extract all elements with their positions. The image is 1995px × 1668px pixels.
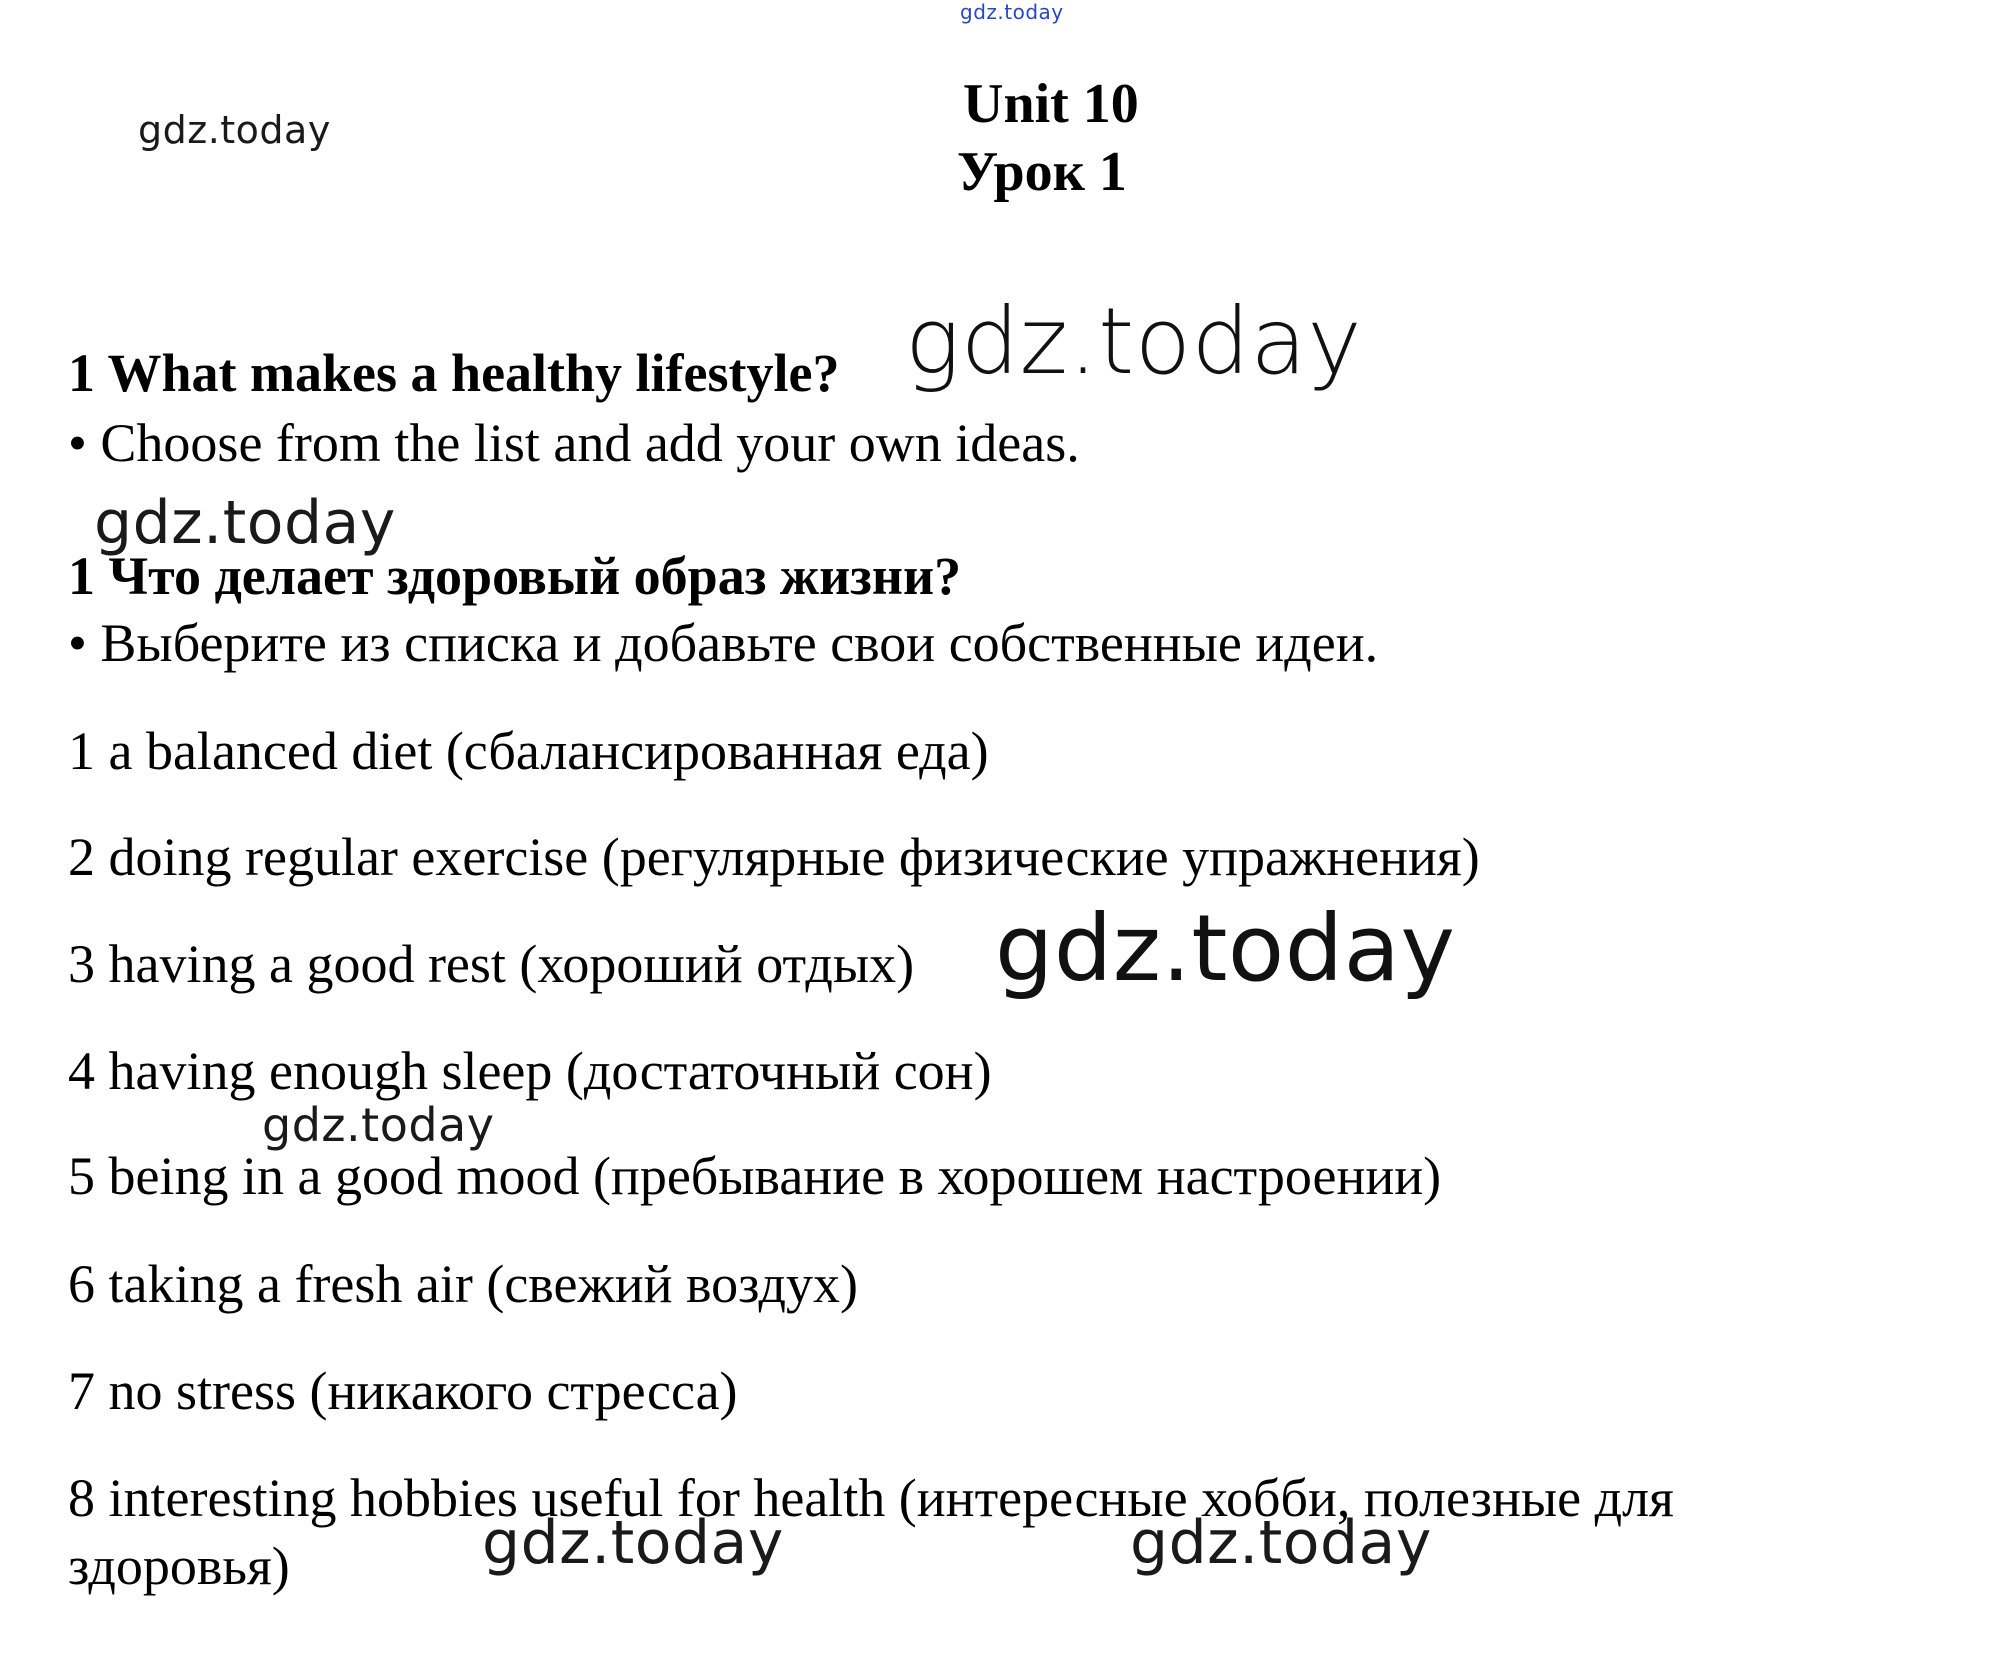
list-item: 8 interesting hobbies useful for health (интересные хобби, полезные для <box>68 1468 1674 1528</box>
list-item: 6 taking a fresh air (свежий воздух) <box>68 1254 858 1314</box>
watermark: gdz.today <box>482 1508 784 1578</box>
list-item-continuation: здоровья) <box>68 1536 290 1596</box>
list-item: 5 being in a good mood (пребывание в хорошем настроении) <box>68 1146 1442 1206</box>
task-title-ru: 1 Что делает здоровый образ жизни? <box>68 546 962 606</box>
watermark: gdz.today <box>262 1098 495 1152</box>
watermark-large: gdz.today <box>905 288 1363 395</box>
list-item: 2 doing regular exercise (регулярные физические упражнения) <box>68 827 1480 887</box>
task-title-en: 1 What makes a healthy lifestyle? <box>68 343 840 403</box>
task-instruction-ru: • Выберите из списка и добавьте свои собственные идеи. <box>68 613 1379 673</box>
watermark: gdz.today <box>94 488 396 558</box>
list-item: 7 no stress (никакого стресса) <box>68 1361 738 1421</box>
list-item: 4 having enough sleep (достаточный сон) <box>68 1041 992 1101</box>
watermark: gdz.today <box>138 108 331 152</box>
watermark: gdz.today <box>1130 1508 1432 1578</box>
task-instruction-en: • Choose from the list and add your own ideas. <box>68 413 1080 473</box>
watermark-top: gdz.today <box>960 0 1064 24</box>
list-item: 1 a balanced diet (сбалансированная еда) <box>68 721 989 781</box>
watermark-large: gdz.today <box>995 895 1456 1002</box>
unit-title: Unit 10 <box>963 73 1139 135</box>
list-item: 3 having a good rest (хороший отдых) <box>68 934 915 994</box>
lesson-title: Урок 1 <box>957 141 1127 203</box>
